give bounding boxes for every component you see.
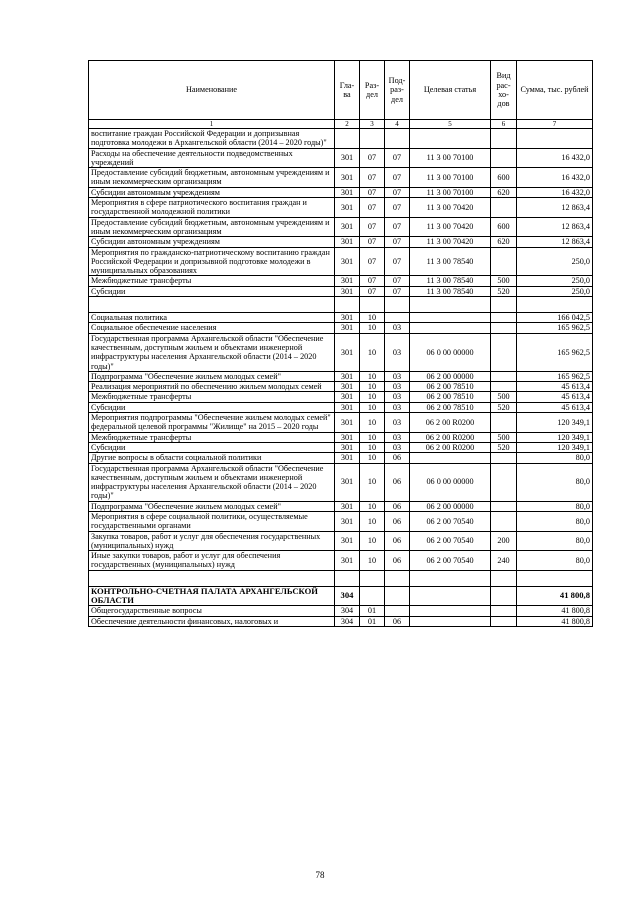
row-expense-type (491, 501, 517, 511)
row-section: 07 (360, 148, 385, 168)
row-chapter: 304 (335, 606, 360, 616)
header-target: Целевая статья (410, 61, 491, 120)
row-chapter: 301 (335, 501, 360, 511)
row-expense-type (491, 333, 517, 371)
row-chapter: 301 (335, 198, 360, 218)
row-section (360, 297, 385, 313)
table-row (89, 570, 593, 586)
row-amount: 12 863,4 (517, 217, 593, 237)
column-number: 5 (410, 120, 491, 129)
row-amount: 120 349,1 (517, 442, 593, 452)
row-chapter: 301 (335, 442, 360, 452)
row-expense-type: 520 (491, 402, 517, 412)
row-expense-type (491, 313, 517, 323)
table-row (89, 586, 593, 606)
row-chapter: 301 (335, 286, 360, 296)
row-target: 11 3 00 78540 (410, 276, 491, 286)
table-row (89, 442, 593, 452)
row-section: 10 (360, 392, 385, 402)
row-section: 10 (360, 323, 385, 333)
row-target: 06 2 00 R0200 (410, 432, 491, 442)
header-section: Раз-дел (360, 61, 385, 120)
table-row (89, 402, 593, 412)
row-section: 07 (360, 237, 385, 247)
row-name: Межбюджетные трансферты (89, 276, 335, 286)
row-section: 10 (360, 511, 385, 531)
row-chapter: 301 (335, 453, 360, 463)
row-target: 11 3 00 78540 (410, 247, 491, 276)
header-row (89, 61, 593, 120)
table-row (89, 371, 593, 381)
row-section: 07 (360, 198, 385, 218)
row-name: Закупка товаров, работ и услуг для обеспечения государственных (муниципальных) нужд (89, 531, 335, 551)
row-name: Общегосударственные вопросы (89, 606, 335, 616)
row-name: Субсидии (89, 442, 335, 452)
row-subsection: 03 (385, 382, 410, 392)
row-section: 10 (360, 413, 385, 433)
row-name: Предоставление субсидий бюджетным, автономным учреждениям и иным некоммерческим организациям (89, 168, 335, 188)
row-amount (517, 297, 593, 313)
table-row (89, 297, 593, 313)
row-target: 06 0 00 00000 (410, 333, 491, 371)
row-name: Мероприятия по гражданско-патриотическому воспитанию граждан Российской Федерации и допризывной подготовке молодежи в муниципальных образованиях (89, 247, 335, 276)
row-chapter: 304 (335, 616, 360, 626)
row-name: воспитание граждан Российской Федерации и допризывная подготовка молодежи в Архангельской области (2014 – 2020 годы)" (89, 129, 335, 149)
row-expense-type: 520 (491, 286, 517, 296)
row-name: Реализация мероприятий по обеспечению жильем молодых семей (89, 382, 335, 392)
row-subsection: 07 (385, 247, 410, 276)
table-row (89, 247, 593, 276)
row-amount: 250,0 (517, 276, 593, 286)
row-amount: 16 432,0 (517, 187, 593, 197)
row-target: 11 3 00 70100 (410, 187, 491, 197)
row-expense-type: 600 (491, 217, 517, 237)
column-number: 1 (89, 120, 335, 129)
row-expense-type: 500 (491, 432, 517, 442)
row-chapter (335, 570, 360, 586)
table-row (89, 148, 593, 168)
row-section: 10 (360, 333, 385, 371)
row-subsection: 07 (385, 286, 410, 296)
row-amount: 41 800,8 (517, 616, 593, 626)
row-amount: 12 863,4 (517, 198, 593, 218)
row-name: Субсидии автономным учреждениям (89, 187, 335, 197)
row-section (360, 570, 385, 586)
table-row (89, 511, 593, 531)
header-subsection: Под-раз-дел (385, 61, 410, 120)
row-subsection: 07 (385, 237, 410, 247)
row-subsection: 06 (385, 616, 410, 626)
row-name: Мероприятия в сфере патриотического воспитания граждан и государственной молодежной политики (89, 198, 335, 218)
row-amount: 45 613,4 (517, 402, 593, 412)
row-target: 06 2 00 00000 (410, 371, 491, 381)
row-expense-type (491, 247, 517, 276)
row-target (410, 297, 491, 313)
table-row (89, 463, 593, 501)
row-subsection: 03 (385, 323, 410, 333)
row-chapter: 301 (335, 276, 360, 286)
row-section: 10 (360, 313, 385, 323)
row-chapter: 301 (335, 217, 360, 237)
table-row (89, 286, 593, 296)
row-expense-type (491, 413, 517, 433)
row-section: 07 (360, 276, 385, 286)
table-row (89, 168, 593, 188)
row-section: 01 (360, 616, 385, 626)
row-target: 06 2 00 R0200 (410, 442, 491, 452)
table-row (89, 187, 593, 197)
table-body (89, 129, 593, 627)
row-section: 10 (360, 531, 385, 551)
column-number-row (89, 120, 593, 129)
row-subsection: 06 (385, 453, 410, 463)
row-name: Государственная программа Архангельской области "Обеспечение качественным, доступным жильем и объектами инженерной инфраструктуры населения Архангельской области (2014 – 2020 годы)" (89, 333, 335, 371)
table-row (89, 382, 593, 392)
row-subsection: 03 (385, 413, 410, 433)
row-name: Государственная программа Архангельской области "Обеспечение качественным, доступным жильем и объектами инженерной инфраструктуры населения Архангельской области (2014 – 2020 годы)" (89, 463, 335, 501)
table-row (89, 616, 593, 626)
table-row (89, 237, 593, 247)
row-expense-type (491, 511, 517, 531)
row-chapter: 301 (335, 313, 360, 323)
row-name: Межбюджетные трансферты (89, 432, 335, 442)
row-amount: 80,0 (517, 511, 593, 531)
row-subsection (385, 606, 410, 616)
row-subsection (385, 297, 410, 313)
row-expense-type (491, 371, 517, 381)
row-target: 11 3 00 70420 (410, 198, 491, 218)
row-target (410, 606, 491, 616)
table-row (89, 198, 593, 218)
row-section (360, 129, 385, 149)
table-row (89, 217, 593, 237)
row-target: 06 2 00 00000 (410, 501, 491, 511)
row-chapter (335, 297, 360, 313)
row-amount: 80,0 (517, 453, 593, 463)
row-expense-type (491, 148, 517, 168)
row-chapter: 301 (335, 413, 360, 433)
row-expense-type: 520 (491, 442, 517, 452)
row-amount: 80,0 (517, 551, 593, 571)
row-target: 11 3 00 70420 (410, 217, 491, 237)
row-name: Социальное обеспечение населения (89, 323, 335, 333)
row-subsection (385, 570, 410, 586)
row-name: Субсидии (89, 286, 335, 296)
row-target (410, 323, 491, 333)
row-name: Субсидии (89, 402, 335, 412)
row-chapter: 301 (335, 392, 360, 402)
row-amount: 16 432,0 (517, 148, 593, 168)
row-amount (517, 570, 593, 586)
row-name (89, 570, 335, 586)
row-subsection: 06 (385, 551, 410, 571)
row-expense-type: 600 (491, 168, 517, 188)
row-name: Субсидии автономным учреждениям (89, 237, 335, 247)
row-target (410, 453, 491, 463)
row-expense-type (491, 586, 517, 606)
row-chapter: 304 (335, 586, 360, 606)
table-row (89, 501, 593, 511)
row-target: 11 3 00 70420 (410, 237, 491, 247)
page-number: 78 (315, 870, 325, 880)
row-section (360, 586, 385, 606)
row-target: 06 2 00 78510 (410, 382, 491, 392)
row-section: 10 (360, 501, 385, 511)
row-target (410, 129, 491, 149)
row-chapter: 301 (335, 432, 360, 442)
row-expense-type (491, 463, 517, 501)
column-number: 2 (335, 120, 360, 129)
row-target: 06 2 00 78510 (410, 392, 491, 402)
row-amount: 250,0 (517, 247, 593, 276)
row-amount: 80,0 (517, 463, 593, 501)
row-name (89, 297, 335, 313)
row-subsection: 07 (385, 168, 410, 188)
row-amount: 120 349,1 (517, 432, 593, 442)
row-expense-type (491, 297, 517, 313)
row-chapter: 301 (335, 333, 360, 371)
row-target (410, 616, 491, 626)
row-section: 01 (360, 606, 385, 616)
row-expense-type (491, 616, 517, 626)
header-chapter: Гла-ва (335, 61, 360, 120)
row-amount: 165 962,5 (517, 323, 593, 333)
row-expense-type: 200 (491, 531, 517, 551)
row-amount: 45 613,4 (517, 392, 593, 402)
column-number: 7 (517, 120, 593, 129)
row-subsection (385, 313, 410, 323)
row-target: 11 3 00 78540 (410, 286, 491, 296)
row-chapter: 301 (335, 382, 360, 392)
table-row (89, 333, 593, 371)
row-target: 11 3 00 70100 (410, 168, 491, 188)
table-row (89, 453, 593, 463)
row-amount: 165 962,5 (517, 371, 593, 381)
row-amount: 80,0 (517, 531, 593, 551)
table-row (89, 276, 593, 286)
row-subsection: 07 (385, 217, 410, 237)
row-chapter: 301 (335, 168, 360, 188)
row-amount: 120 349,1 (517, 413, 593, 433)
row-name: Межбюджетные трансферты (89, 392, 335, 402)
row-subsection: 06 (385, 511, 410, 531)
budget-table (88, 60, 593, 627)
row-subsection: 07 (385, 148, 410, 168)
row-name: Социальная политика (89, 313, 335, 323)
row-name: Предоставление субсидий бюджетным, автономным учреждениям и иным некоммерческим организациям (89, 217, 335, 237)
row-subsection: 03 (385, 402, 410, 412)
row-target: 06 2 00 78510 (410, 402, 491, 412)
row-expense-type (491, 198, 517, 218)
row-subsection: 07 (385, 276, 410, 286)
row-amount: 16 432,0 (517, 168, 593, 188)
row-chapter: 301 (335, 237, 360, 247)
row-target (410, 313, 491, 323)
row-section: 10 (360, 463, 385, 501)
row-expense-type (491, 323, 517, 333)
header-amount: Сумма, тыс. рублей (517, 61, 593, 120)
row-subsection: 03 (385, 392, 410, 402)
row-subsection: 03 (385, 371, 410, 381)
row-chapter: 301 (335, 371, 360, 381)
row-amount: 41 800,8 (517, 586, 593, 606)
row-section: 10 (360, 371, 385, 381)
row-expense-type (491, 382, 517, 392)
table-row (89, 531, 593, 551)
row-section: 07 (360, 247, 385, 276)
row-name: Мероприятия в сфере социальной политики, осуществляемые государственными органами (89, 511, 335, 531)
row-section: 07 (360, 168, 385, 188)
table-row (89, 551, 593, 571)
table-row (89, 413, 593, 433)
row-amount: 165 962,5 (517, 333, 593, 371)
row-subsection: 07 (385, 187, 410, 197)
row-chapter: 301 (335, 247, 360, 276)
row-chapter: 301 (335, 187, 360, 197)
row-amount: 80,0 (517, 501, 593, 511)
row-chapter: 301 (335, 323, 360, 333)
row-section: 10 (360, 442, 385, 452)
row-target (410, 586, 491, 606)
row-name: Обеспечение деятельности финансовых, налоговых и (89, 616, 335, 626)
row-section: 07 (360, 286, 385, 296)
row-subsection: 06 (385, 463, 410, 501)
row-expense-type: 500 (491, 392, 517, 402)
row-section: 10 (360, 402, 385, 412)
column-number: 4 (385, 120, 410, 129)
row-subsection: 06 (385, 531, 410, 551)
row-target: 06 2 00 70540 (410, 531, 491, 551)
row-expense-type: 500 (491, 276, 517, 286)
row-name: КОНТРОЛЬНО-СЧЕТНАЯ ПАЛАТА АРХАНГЕЛЬСКОЙ ОБЛАСТИ (89, 586, 335, 606)
table-row (89, 432, 593, 442)
row-amount: 250,0 (517, 286, 593, 296)
row-expense-type: 620 (491, 187, 517, 197)
row-name: Иные закупки товаров, работ и услуг для обеспечения государственных (муниципальных) нужд (89, 551, 335, 571)
row-target: 06 2 00 70540 (410, 551, 491, 571)
row-section: 10 (360, 432, 385, 442)
row-chapter (335, 129, 360, 149)
row-chapter: 301 (335, 531, 360, 551)
row-amount: 41 800,8 (517, 606, 593, 616)
row-chapter: 301 (335, 463, 360, 501)
row-subsection: 06 (385, 501, 410, 511)
row-name: Мероприятия подпрограммы "Обеспечение жильем молодых семей" федеральной целевой программы "Жилище" на 2015 – 2020 годы (89, 413, 335, 433)
row-expense-type (491, 453, 517, 463)
header-name: Наименование (89, 61, 335, 120)
row-chapter: 301 (335, 511, 360, 531)
column-number: 3 (360, 120, 385, 129)
header-expense-type: Вид рас-хо-дов (491, 61, 517, 120)
row-target: 06 2 00 R0200 (410, 413, 491, 433)
row-chapter: 301 (335, 551, 360, 571)
row-amount: 45 613,4 (517, 382, 593, 392)
table-row (89, 323, 593, 333)
row-name: Подпрограмма "Обеспечение жильем молодых семей" (89, 371, 335, 381)
row-subsection: 03 (385, 333, 410, 371)
row-name: Другие вопросы в области социальной политики (89, 453, 335, 463)
row-expense-type (491, 606, 517, 616)
column-number: 6 (491, 120, 517, 129)
row-subsection: 07 (385, 198, 410, 218)
row-name: Подпрограмма "Обеспечение жильем молодых семей" (89, 501, 335, 511)
row-section: 07 (360, 187, 385, 197)
row-subsection: 03 (385, 432, 410, 442)
row-name: Расходы на обеспечение деятельности подведомственных учреждений (89, 148, 335, 168)
row-section: 10 (360, 382, 385, 392)
row-target: 06 2 00 70540 (410, 511, 491, 531)
row-amount: 12 863,4 (517, 237, 593, 247)
row-section: 10 (360, 551, 385, 571)
row-amount (517, 129, 593, 149)
row-target: 06 0 00 00000 (410, 463, 491, 501)
row-target: 11 3 00 70100 (410, 148, 491, 168)
row-chapter: 301 (335, 148, 360, 168)
row-target (410, 570, 491, 586)
table-row (89, 313, 593, 323)
row-section: 10 (360, 453, 385, 463)
row-expense-type: 240 (491, 551, 517, 571)
row-subsection (385, 586, 410, 606)
table-row (89, 606, 593, 616)
row-expense-type (491, 129, 517, 149)
row-subsection: 03 (385, 442, 410, 452)
row-subsection (385, 129, 410, 149)
table-row (89, 129, 593, 149)
table-row (89, 392, 593, 402)
row-amount: 166 042,5 (517, 313, 593, 323)
row-chapter: 301 (335, 402, 360, 412)
row-expense-type (491, 570, 517, 586)
row-expense-type: 620 (491, 237, 517, 247)
row-section: 07 (360, 217, 385, 237)
